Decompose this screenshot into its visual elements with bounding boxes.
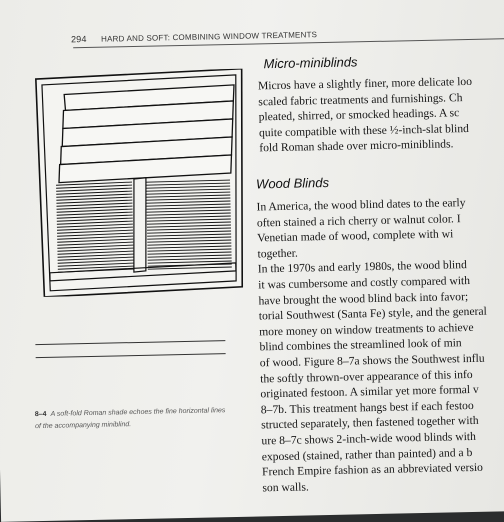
window-illustration <box>34 69 251 297</box>
caption-rule-bottom <box>36 353 226 358</box>
text-line: fold Roman shade over micro-miniblinds. <box>259 137 454 155</box>
text-line: together. <box>257 246 298 261</box>
running-header <box>71 26 491 45</box>
running-title: HARD AND SOFT: COMBINING WINDOW TREATMENTS <box>100 30 318 44</box>
text-line: blind combines the streamlined look of min <box>259 336 462 354</box>
text-line: quite compatible with these ½-inch-slat blind <box>258 121 470 140</box>
text-line: In the 1970s and early 1980s, the wood blind <box>257 258 467 276</box>
figure-caption <box>35 405 235 433</box>
window-drawing <box>34 69 251 297</box>
caption-rule-top <box>35 340 225 345</box>
text-line: structed separately, then fastened together with <box>260 414 479 432</box>
text-line: French Empire fashion as an abbreviated versio <box>261 460 484 479</box>
text-line: In America, the wood blind dates to the early <box>256 196 466 214</box>
text-line: of wood. Figure 8–7a shows the Southwest influ <box>259 351 485 370</box>
text-line: ure 8–7c shows 2-inch-wide wood blinds with <box>261 429 477 448</box>
figure-label: 8–4 <box>34 410 47 419</box>
text-line: 8–7b. This treatment hangs best if each festoo <box>260 398 474 417</box>
heading-wood-blinds: Wood Blinds <box>255 174 330 192</box>
caption-line-1: A soft-fold Roman shade echoes the fine horizontal lines <box>50 407 226 418</box>
text-line: torial Southwest (Santa Fe) style, and the general <box>258 304 487 323</box>
text-line: originated festoon. A similar yet more formal v <box>260 382 479 401</box>
text-line: scaled fabric treatments and furnishings. Ch <box>258 90 463 108</box>
text-line: often stained a rich cherry or walnut color. I <box>256 211 461 230</box>
text-line: it was cumbersome and costly compared with <box>258 273 471 292</box>
text-line: Micros have a slightly finer, more delicate loo <box>257 74 473 93</box>
text-line: have brought the wood blind back into favor; <box>258 289 469 308</box>
text-line: pleated, shirred, or smocked headings. A sc <box>258 106 460 124</box>
text-line: son walls. <box>262 480 309 495</box>
text-line: exposed (stained, rather than painted) and a b <box>261 445 473 463</box>
text-line: Venetian made of wood, complete with wi <box>257 227 454 245</box>
text-line: more money on window treatments to achieve <box>259 320 474 339</box>
caption-line-2: of the accompanying miniblind. <box>35 421 132 431</box>
text-line: the softly thrown-over appearance of this info <box>260 367 473 385</box>
section-wood-blinds-text <box>256 194 504 496</box>
page-number: 294 <box>70 33 87 45</box>
heading-micro-miniblinds: Micro-miniblinds <box>263 54 358 72</box>
section-micro-miniblinds-text <box>258 73 504 156</box>
